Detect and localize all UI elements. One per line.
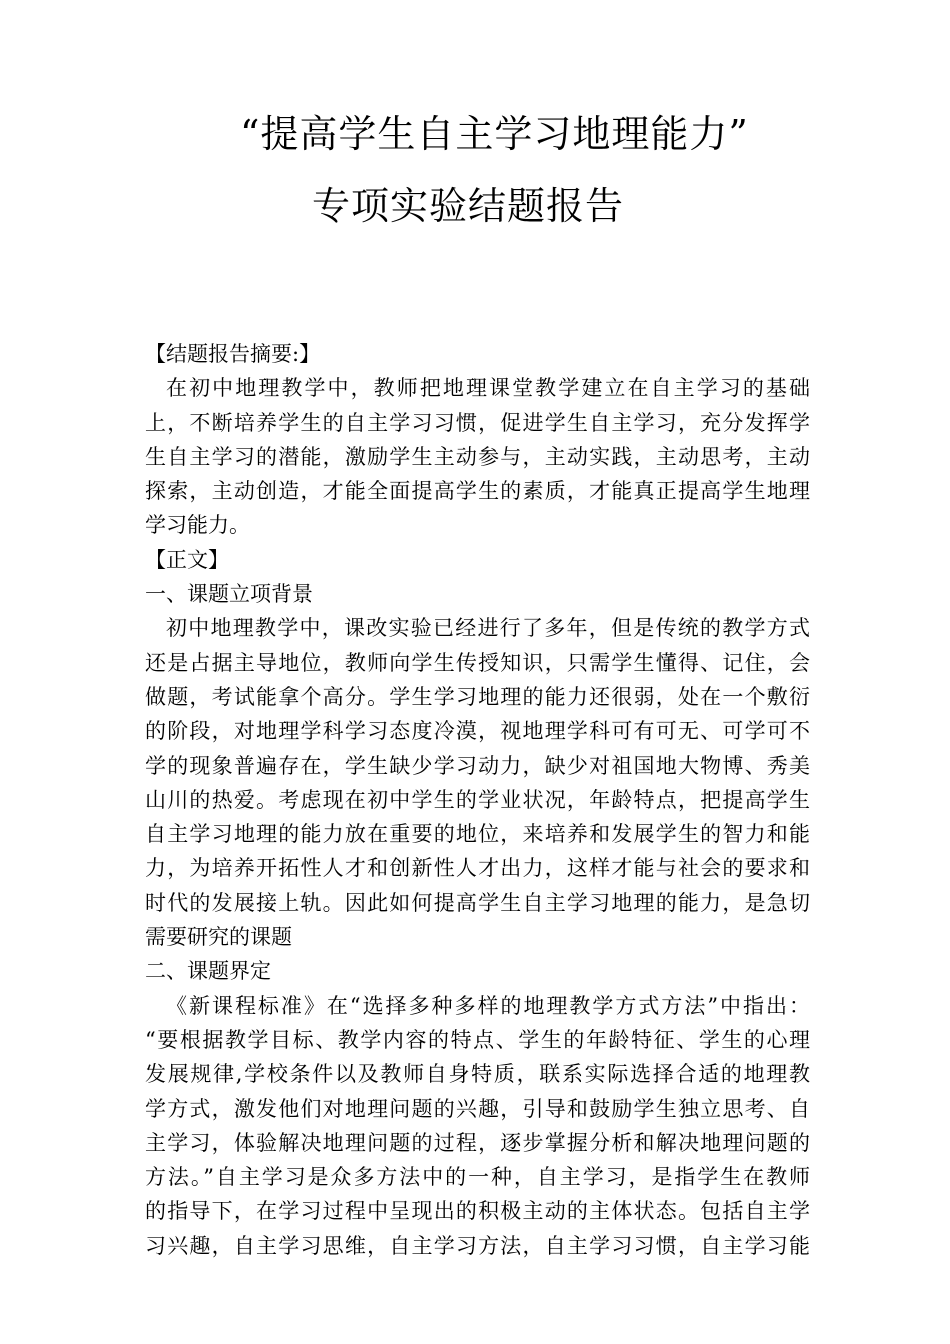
body-line: 学的现象普遍存在，学生缺少学习动力，缺少对祖国地大物博、秀美 xyxy=(145,753,810,778)
body-line: 自主学习地理的能力放在重要的地位，来培养和发展学生的智力和能 xyxy=(145,822,810,847)
body-line: 习兴趣，自主学习思维，自主学习方法，自主学习习惯，自主学习能 xyxy=(145,1233,810,1258)
body-line: 学方式，激发他们对地理问题的兴趣，引导和鼓励学生独立思考、自 xyxy=(145,1096,810,1121)
body-line: 发展规律,学校条件以及教师自身特质，联系实际选择合适的地理教 xyxy=(145,1062,810,1087)
body-line: 做题，考试能拿个高分。学生学习地理的能力还很弱，处在一个敷衍 xyxy=(145,684,810,709)
body-line: 时代的发展接上轨。因此如何提高学生自主学习地理的能力，是急切 xyxy=(145,890,810,915)
body-line: 初中地理教学中，课改实验已经进行了多年，但是传统的教学方式 xyxy=(166,616,810,641)
body-line: 上，不断培养学生的自主学习习惯，促进学生自主学习，充分发挥学 xyxy=(145,410,810,435)
body-line: 在初中地理教学中，教师把地理课堂教学建立在自主学习的基础 xyxy=(166,376,810,401)
body-line: 二、课题界定 xyxy=(145,959,271,984)
body-line: 需要研究的课题 xyxy=(145,925,292,950)
body-line: 的指导下，在学习过程中呈现出的积极主动的主体状态。包括自主学 xyxy=(145,1199,810,1224)
body-line: 学习能力。 xyxy=(145,513,250,538)
body-line: 【正文】 xyxy=(145,547,229,572)
document-title-line-2: 专项实验结题报告 xyxy=(312,184,625,228)
body-line: 力，为培养开拓性人才和创新性人才出力，这样才能与社会的要求和 xyxy=(145,856,810,881)
body-line: “要根据教学目标、教学内容的特点、学生的年龄特征、学生的心理 xyxy=(145,1027,810,1052)
document-body xyxy=(145,337,810,1263)
document-title-line-1: “提高学生自主学习地理能力” xyxy=(240,112,749,156)
body-line: 主学习，体验解决地理问题的过程，逐步掌握分析和解决地理问题的 xyxy=(145,1130,810,1155)
body-line: 的阶段，对地理学科学习态度冷漠，视地理学科可有可无、可学可不 xyxy=(145,719,810,744)
body-line: 生自主学习的潜能，激励学生主动参与，主动实践，主动思考，主动 xyxy=(145,444,810,469)
body-line: 探索，主动创造，才能全面提高学生的素质，才能真正提高学生地理 xyxy=(145,479,810,504)
body-line: 还是占据主导地位，教师向学生传授知识，只需学生懂得、记住，会 xyxy=(145,650,810,675)
body-line: 山川的热爱。考虑现在初中学生的学业状况，年龄特点，把提高学生 xyxy=(145,787,810,812)
body-line: 【结题报告摘要:】 xyxy=(145,342,321,366)
body-line: 一、课题立项背景 xyxy=(145,582,313,607)
body-line: 《新课程标准》在“选择多种多样的地理教学方式方法”中指出： xyxy=(166,993,810,1018)
body-line: 方法。”自主学习是众多方法中的一种，自主学习，是指学生在教师 xyxy=(145,1165,810,1190)
